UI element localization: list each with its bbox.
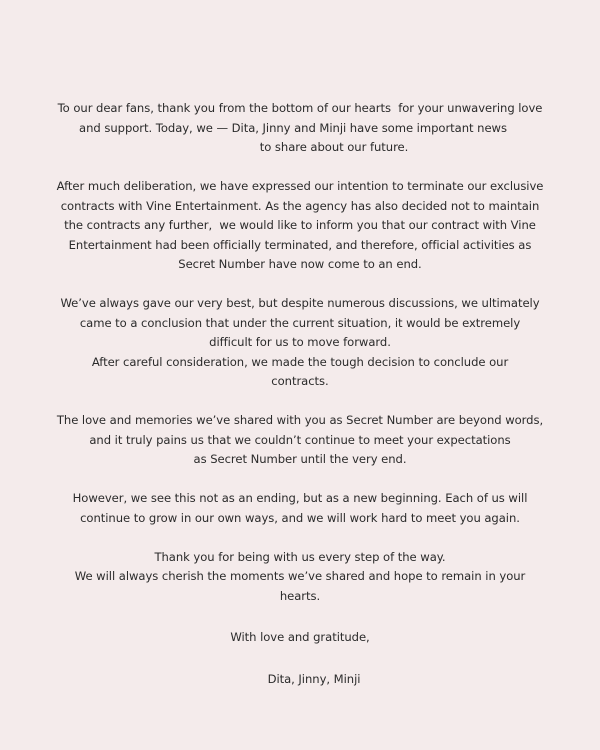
text-line: difficult for us to move forward. <box>209 335 391 349</box>
text-line: the contracts any further, we would like to inform you that our contract with Vine <box>64 218 536 232</box>
text-line: After much deliberation, we have expressed our intention to terminate our exclusive <box>56 179 544 193</box>
paragraph-greeting <box>0 99 600 158</box>
text-line: and it truly pains us that we couldn’t continue to meet your expectations <box>89 432 511 447</box>
text-line: to share about our future. <box>259 140 409 154</box>
text-line: Thank you for being with us every step of the way. <box>154 549 446 564</box>
paragraph-termination <box>0 177 600 275</box>
text-line: continue to grow in our own ways, and we will work hard to meet you again. <box>80 510 520 525</box>
paragraph-spacer <box>0 648 600 670</box>
closing-line: With love and gratitude, <box>230 630 370 644</box>
text-line: Secret Number have now come to an end. <box>178 257 422 271</box>
text-line: contracts with Vine Entertainment. As the agency has also decided not to maintain <box>60 198 540 213</box>
signature <box>0 670 600 690</box>
letter <box>0 99 600 689</box>
paragraph-spacer <box>0 275 600 295</box>
paragraph-spacer <box>0 528 600 548</box>
text-line: However, we see this not as an ending, but as a new beginning. Each of us will <box>72 491 528 505</box>
closing <box>0 628 600 648</box>
text-line: After careful consideration, we made the tough decision to conclude our <box>91 354 509 369</box>
paragraph-memories <box>0 411 600 470</box>
paragraph-new-beginning <box>0 489 600 528</box>
text-line: came to a conclusion that under the current situation, it would be extremely <box>79 315 521 330</box>
paragraph-spacer <box>0 470 600 490</box>
paragraph-thanks <box>0 548 600 607</box>
text-line: hearts. <box>279 588 321 603</box>
text-line: Entertainment had been officially terminated, and therefore, official activities as <box>68 237 532 252</box>
paragraph-spacer <box>0 606 600 628</box>
text-line: and support. Today, we — Dita, Jinny and Minji have some important news <box>79 120 507 135</box>
text-line: We’ve always gave our very best, but despite numerous discussions, we ultimately <box>60 296 540 310</box>
text-line: The love and memories we’ve shared with you as Secret Number are beyond words, <box>56 413 544 427</box>
paragraph-spacer <box>0 392 600 412</box>
text-line: as Secret Number until the very end. <box>193 452 407 466</box>
paragraph-decision <box>0 294 600 392</box>
signature-names: Dita, Jinny, Minji <box>267 671 361 686</box>
text-line: To our dear fans, thank you from the bottom of our hearts for your unwavering love <box>57 101 543 115</box>
paragraph-spacer <box>0 158 600 178</box>
text-line: We will always cherish the moments we’ve shared and hope to remain in your <box>74 569 526 583</box>
text-line: contracts. <box>271 374 329 388</box>
